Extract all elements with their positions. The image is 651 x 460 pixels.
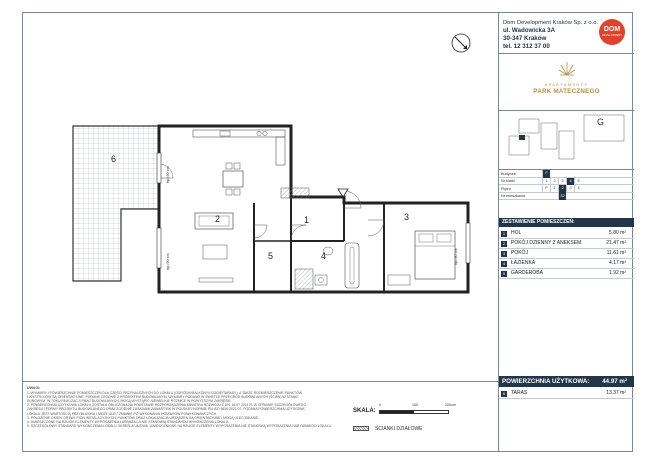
room-row: 3 POKÓJ 11.61 m² bbox=[499, 249, 634, 259]
room-label-4: 4 bbox=[321, 251, 327, 261]
key-plan: G bbox=[499, 111, 634, 167]
room-label-1: 1 bbox=[304, 215, 310, 225]
window-label: hp=90 cm bbox=[454, 248, 458, 265]
apartment-meta-table: Budynek F Nr klatki 1 2 3 4 5 Piętro P 1 2 3 4 Nr mieszkania 32 bbox=[499, 170, 634, 208]
room-label-5: 5 bbox=[268, 251, 274, 261]
rooms-header: ZESTAWIENIE POMIESZCZEŃ: bbox=[499, 218, 634, 227]
room-row: 4 ŁAZIENKA 4.17 m² bbox=[499, 259, 634, 269]
floor-plan-drawing bbox=[23, 13, 498, 303]
brand-logo: APARTAMENTY PARK MATECZNEGO bbox=[499, 57, 634, 109]
room-label-6: 6 bbox=[111, 154, 117, 164]
room-row: 1 HOL 5.80 m² bbox=[499, 229, 634, 239]
terrace-row: 6 TARAS 13.37 m² bbox=[499, 389, 634, 399]
usable-area-bar: POWIERZCHNIA UŻYTKOWA: 44.97 m² bbox=[499, 376, 634, 387]
sun-logo-icon bbox=[557, 59, 577, 79]
room-row: 2 POKÓJ DZIENNY Z ANEKSEM 21.47 m² bbox=[499, 239, 634, 249]
room-label-3: 3 bbox=[404, 212, 410, 222]
hatch-swatch-icon bbox=[353, 426, 369, 431]
room-row: 5 GARDEROBA 1.92 m² bbox=[499, 269, 634, 279]
floor-plan-sheet bbox=[22, 12, 633, 452]
info-panel bbox=[499, 13, 634, 453]
company-info: Dom Development Kraków Sp. z o.o. ul. Wadowicka 3A 30-347 Kraków tel. 12 312 37 00 bbox=[503, 20, 599, 50]
dom-logo: DOM DEVELOPMENT bbox=[599, 19, 625, 45]
room-label-2: 2 bbox=[215, 214, 221, 224]
notes-area: UWAGI: 1. WYMIARY I POWIERZCHNIE POMIESZCZEŃ DLA CZĘŚCI PRZYNALEŻNYCH DO LOKALU (OGRÓDKI/BALKONY/LOGGIE/TARASY), A TAKŻE ROZMIESZCZENIE PUNKTÓW I WYSTROJÓW SĄ ORIENTACYJNE. PODANE ZGODNIE Z PROJEKTEM BUDOWLANYM. WYMIARY PODANO W ŚWIETLE PRZEGRÓD BUDOWLANYCH (ŚCIAN) W STANIE SUROWYM. W TOKU REALIZACJI PRAC BUDOWLANYCH, MOGĄ WYSTĄPIĆ NIEWIELKIE RÓŻNICE W POWYŻSZYM ZAKRESIE. 2. POWIERZCHNIA UŻYTKOWA LOKALU ZOSTAŁA OBLICZONA NA PODSTAWIE ROZPORZĄDZENIA MINISTRA ROZWOJU Z DN. 16.07.2021 R. W SPRAWIE SZCZEGÓŁOWEGO ZAKRESU I FORMY PROJEKTU BUDOWLANEGO ORAZ ZGODNIE ZASADAMI ZAWARTYMI W POLSKIEJ NORMIE PN-ISO 9836:2022-07. PODANA POWIERZCHNIA UŻYTKOWA LOKALU JEST WARTOŚCIĄ PRZYBLIŻONĄ I MOŻE ULEC ZMIANIE PO WYKONANIU POMIARÓW POWYKONAWCZYCH. 3. POŁOŻENIE OKIEN, DRZWI, PION INSTALACYJNYCH, PUNKTÓW ORAZ LOKALIZACJA URZĄDZEŃ SĄ ORIENTACYJNE I MOGĄ ULEC ZMIANIE. 4. UMIESZCZONE NA RZUCIE ELEMENTY WYPOSAŻENIA I ARANŻACJI NIE STANOWIĄ STANDARDU WYKOŃCZENIA LOKALU. 5. SZCZEGÓŁOWY STANDARD WYKOŃCZENIA LOKALU OKREŚLA UMOWA. UWIDOCZNIONE NA RZUCIE ELEMENTY WYPOSAŻENIA NIE STANOWIĄ WYPOSAŻENIA NABYWANEGO LOKALU. SKALA: 0 100 200cm ŚCIANKI DZIAŁOWE bbox=[23, 381, 498, 453]
window-label: hp=90 cm bbox=[166, 253, 170, 270]
window-label: hp=90 cm bbox=[166, 166, 170, 183]
notes-text: UWAGI: 1. WYMIARY I POWIERZCHNIE POMIESZCZEŃ DLA CZĘŚCI PRZYNALEŻNYCH DO LOKALU (OGRÓDKI/BALKONY/LOGGIE/TARASY), A TAKŻE ROZMIESZCZENIE PUNKTÓW I WYSTROJÓW SĄ ORIENTACYJNE. PODANE ZGODNIE Z PROJEKTEM BUDOWLANYM. WYMIARY PODANO W ŚWIETLE PRZEGRÓD BUDOWLANYCH (ŚCIAN) W STANIE SUROWYM. W TOKU REALIZACJI PRAC BUDOWLANYCH, MOGĄ WYSTĄPIĆ NIEWIELKIE RÓŻNICE W POWYŻSZYM ZAKRESIE. 2. POWIERZCHNIA UŻYTKOWA LOKALU ZOSTAŁA OBLICZONA NA PODSTAWIE ROZPORZĄDZENIA MINISTRA ROZWOJU Z DN. 16.07.2021 R. W SPRAWIE SZCZEGÓŁOWEGO ZAKRESU I FORMY PROJEKTU BUDOWLANEGO ORAZ ZGODNIE ZASADAMI ZAWARTYMI W POLSKIEJ NORMIE PN-ISO 9836:2022-07. PODANA POWIERZCHNIA UŻYTKOWA LOKALU JEST WARTOŚCIĄ PRZYBLIŻONĄ I MOŻE ULEC ZMIANIE PO WYKONANIU POMIARÓW POWYKONAWCZYCH. 3. POŁOŻENIE OKIEN, DRZWI, PION INSTALACYJNYCH, PUNKTÓW ORAZ LOKALIZACJA URZĄDZEŃ SĄ ORIENTACYJNE I MOGĄ ULEC ZMIANIE. 4. UMIESZCZONE NA RZUCIE ELEMENTY WYPOSAŻENIA I ARANŻACJI NIE STANOWIĄ STANDARDU WYKOŃCZENIA LOKALU. 5. SZCZEGÓŁOWY STANDARD WYKOŃCZENIA LOKALU OKREŚLA UMOWA. UWIDOCZNIONE NA RZUCIE ELEMENTY WYPOSAŻENIA NIE STANOWIĄ WYPOSAŻENIA NABYWANEGO LOKALU. bbox=[27, 386, 333, 428]
terrace-area bbox=[73, 126, 159, 281]
apartment-walls bbox=[159, 126, 468, 292]
compass-icon bbox=[452, 34, 470, 52]
